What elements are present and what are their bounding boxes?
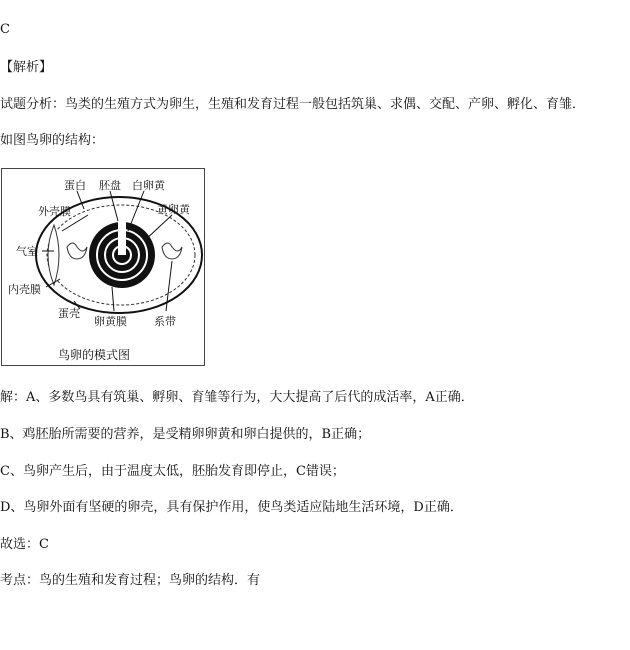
answer-letter: C [0, 22, 10, 37]
label-yellow-yolk: 黄卵黄 [157, 203, 190, 216]
label-white-yolk: 白卵黄 [132, 179, 165, 192]
label-vitelline-membrane: 卵黄膜 [94, 315, 127, 328]
explanation-d: D、鸟卵外面有坚硬的卵壳，具有保护作用，使鸟类适应陆地生活环境，D正确． [0, 500, 463, 515]
figure-intro: 如图鸟卵的结构： [0, 133, 105, 148]
key-points: 考点：鸟的生殖和发育过程；鸟卵的结构．有 [0, 573, 261, 588]
label-chalaza: 系带 [154, 315, 176, 328]
latebra [118, 221, 126, 255]
label-shell: 蛋壳 [58, 307, 80, 320]
label-egg-white: 蛋白 [64, 179, 86, 192]
egg-structure-figure [1, 168, 205, 366]
section-title: 【解析】 [0, 60, 53, 75]
label-air-cell: 气室 [16, 245, 38, 258]
analysis-text: 试题分析：鸟类的生殖方式为卵生，生殖和发育过程一般包括筑巢、求偶、交配、产卵、孵化、育雏． [0, 97, 586, 112]
explanation-a: 解：A、多数鸟具有筑巢、孵卵、育雏等行为，大大提高了后代的成活率，A正确． [0, 390, 474, 405]
label-germinal-disc: 胚盘 [99, 179, 121, 192]
conclusion: 故选：C [0, 537, 49, 552]
label-outer-membrane: 外壳膜 [38, 205, 71, 218]
explanation-c: C、鸟卵产生后，由于温度太低，胚胎发育即停止，C错误； [0, 464, 345, 479]
egg-diagram [2, 169, 206, 367]
figure-caption: 鸟卵的模式图 [58, 348, 131, 362]
label-inner-membrane: 内壳膜 [8, 283, 41, 296]
explanation-b: B、鸡胚胎所需要的营养，是受精卵卵黄和卵白提供的，B正确； [0, 427, 371, 442]
